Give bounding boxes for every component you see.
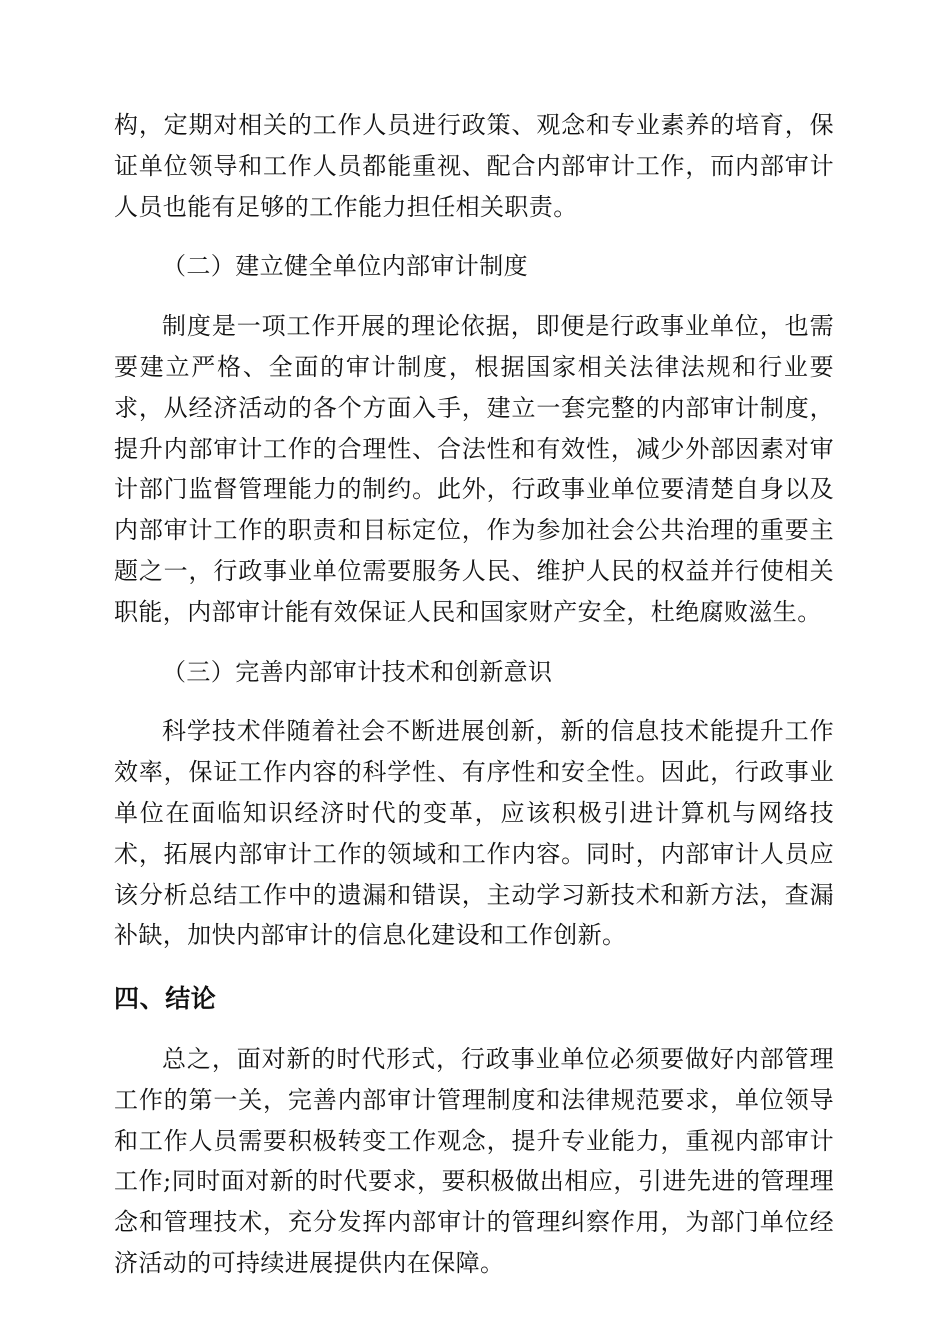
document-page bbox=[114, 105, 834, 1284]
paragraph-continued: 构，定期对相关的工作人员进行政策、观念和专业素养的培育，保证单位领导和工作人员都能重视、配合内部审计工作，而内部审计人员也能有足够的工作能力担任相关职责。 bbox=[114, 111, 834, 221]
paragraph-system: 制度是一项工作开展的理论依据，即便是行政事业单位，也需要建立严格、全面的审计制度，根据国家相关法律法规和行业要求，从经济活动的各个方面入手，建立一套完整的内部审计制度，提升内部审计工作的合理性、合法性和有效性，减少外部因素对审计部门监督管理能力的制约。此外，行政事业单位要清楚自身以及内部审计工作的职责和目标定位，作为参加社会公共治理的重要主题之一，行政事业单位需要服务人民、维护人民的权益并行使相关职能，内部审计能有效保证人民和国家财产安全，杜绝腐败滋生。 bbox=[114, 312, 834, 626]
paragraph-technology: 科学技术伴随着社会不断进展创新，新的信息技术能提升工作效率，保证工作内容的科学性、有序性和安全性。因此，行政事业单位在面临知识经济时代的变革，应该积极引进计算机与网络技术，拓展内部审计工作的领域和工作内容。同时，内部审计人员应该分析总结工作中的遗漏和错误，主动学习新技术和新方法，查漏补缺，加快内部审计的信息化建设和工作创新。 bbox=[114, 717, 834, 950]
subheading-2: （二）建立健全单位内部审计制度 bbox=[162, 252, 528, 281]
paragraph-conclusion: 总之，面对新的时代形式，行政事业单位必须要做好内部管理工作的第一关，完善内部审计管理制度和法律规范要求，单位领导和工作人员需要积极转变工作观念，提升专业能力，重视内部审计工作;同时面对新的时代要求，要积极做出相应，引进先进的管理理念和管理技术，充分发挥内部审计的管理纠察作用，为部门单位经济活动的可持续进展提供内在保障。 bbox=[114, 1044, 834, 1277]
section-heading-conclusion: 四、结论 bbox=[114, 984, 217, 1014]
subheading-3: （三）完善内部审计技术和创新意识 bbox=[162, 657, 553, 686]
